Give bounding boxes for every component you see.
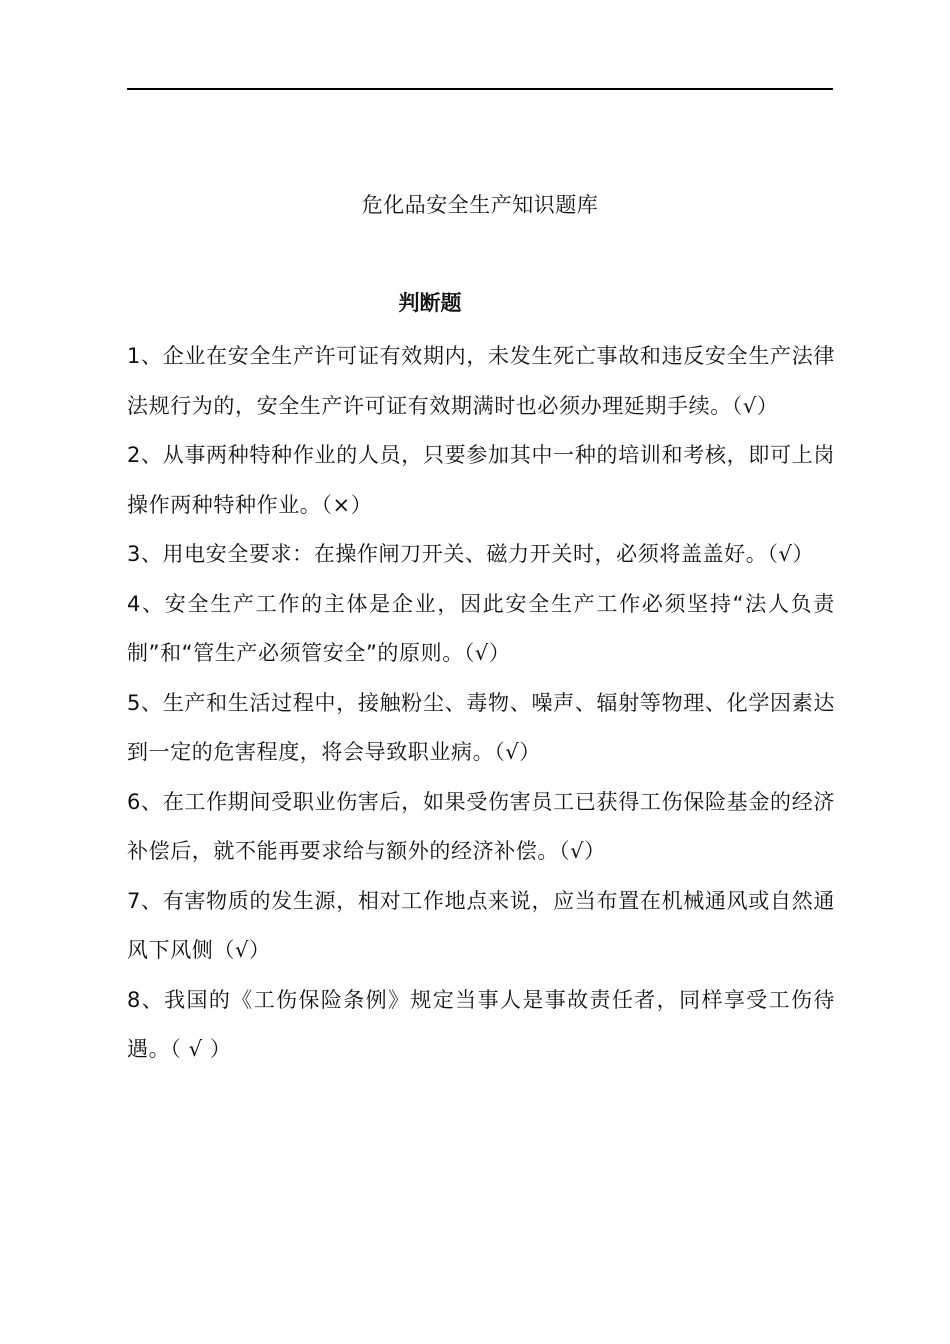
question-item: 4、安全生产工作的主体是企业，因此安全生产工作必须坚持“法人负责制”和“管生产必须管安全”的原则。（√） [127,591,835,665]
question-item: 5、生产和生活过程中，接触粉尘、毒物、噪声、辐射等物理、化学因素达到一定的危害程度，将会导致职业病。（√） [127,690,835,764]
question-item: 6、在工作期间受职业伤害后，如果受伤害员工已获得工伤保险基金的经济补偿后，就不能再要求给与额外的经济补偿。（√） [127,789,835,863]
section-heading: 判断题 [398,291,462,315]
question-list [127,332,835,1075]
question-item: 3、用电安全要求：在操作闸刀开关、磁力开关时，必须将盖盖好。（√） [127,542,815,566]
question-item: 2、从事两种特种作业的人员，只要参加其中一种的培训和考核，即可上岗操作两种特种作业。（×） [127,443,835,517]
question-item: 7、有害物质的发生源，相对工作地点来说，应当布置在机械通风或自然通风下风侧（√） [127,888,835,962]
question-item: 1、企业在安全生产许可证有效期内，未发生死亡事故和违反安全生产法律法规行为的，安全生产许可证有效期满时也必须办理延期手续。（√） [127,344,835,418]
document-title: 危化品安全生产知识题库 [361,193,599,217]
question-item: 8、我国的《工伤保险条例》规定当事人是事故责任者，同样享受工伤待遇。（ √ ） [127,987,835,1061]
header-rule [127,88,833,90]
